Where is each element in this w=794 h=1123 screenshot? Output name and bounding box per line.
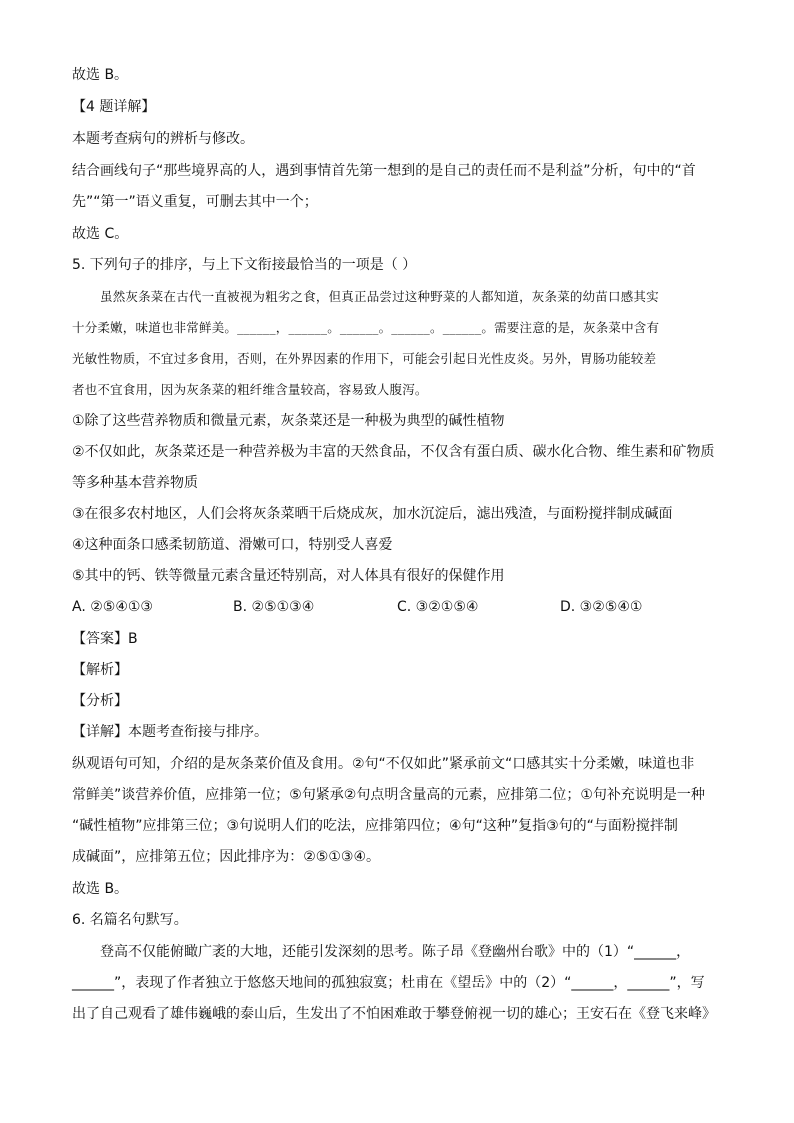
explanation-line: 成碱面”，应排第五位；因此排序为：②⑤①③④。 xyxy=(72,849,381,865)
text-line: 结合画线句子“那些境界高的人，遇到事情首先第一想到的是自己的责任而不是利益”分析，句中的“首 xyxy=(72,163,696,179)
passage-line: 光敏性物质，不宜过多食用，否则，在外界因素的作用下，可能会引起日光性皮炎。另外，胃肠功能较差 xyxy=(72,351,657,366)
q6-line: ______”，表现了作者独立于悠悠天地间的孤独寂寞；杜甫在《望岳》中的（2）“______，______”，写 xyxy=(72,975,705,991)
option-b: B. ②⑤①③④ xyxy=(233,599,315,615)
section-heading: 【4 题详解】 xyxy=(72,99,156,115)
text-line: 故选 C。 xyxy=(72,226,129,242)
explanation-line: “碱性植物”应排第三位；③句说明人们的吃法，应排第四位；④句“这种”复指③句的“与面粉搅拌制 xyxy=(72,818,678,834)
sentence-item-continued: 等多种基本营养物质 xyxy=(72,475,198,491)
sentence-item: ⑤其中的钙、铁等微量元素含量还特别高，对人体具有很好的保健作用 xyxy=(72,568,505,584)
q6-line: 出了自己观看了雄伟巍峨的泰山后，生发出了不怕困难敢于攀登俯视一切的雄心；王安石在《登飞来峰》 xyxy=(72,1006,716,1022)
sentence-item: ④这种面条口感柔韧筋道、滑嫩可口，特别受人喜爱 xyxy=(72,537,393,553)
sentence-item: ②不仅如此，灰条菜还是一种营养极为丰富的天然食品，不仅含有蛋白质、碳水化合物、维生素和矿物质 xyxy=(72,444,715,460)
answer-options xyxy=(72,596,722,618)
explanation-line: 纵观语句可知，介绍的是灰条菜价值及食用。②句“不仅如此”紧承前文“口感其实十分柔嫩，味道也非 xyxy=(72,756,695,772)
answer-label: 【答案】B xyxy=(72,631,138,647)
text-line: 故选 B。 xyxy=(72,67,129,83)
text-line: 故选 B。 xyxy=(72,881,129,897)
q6-line: 登高不仅能俯瞰广袤的大地，还能引发深刻的思考。陈子昂《登幽州台歌》中的（1）“______， xyxy=(100,944,691,960)
explanation-line: 常鲜美”谈营养价值，应排第一位；⑤句紧承②句点明含量高的元素，应排第二位；①句补充说明是一种 xyxy=(72,787,705,803)
passage-line: 虽然灰条菜在古代一直被视为粗劣之食，但真正品尝过这种野菜的人都知道，灰条菜的幼苗口感其实 xyxy=(100,289,659,304)
passage-line: 十分柔嫩，味道也非常鲜美。______，______。______。______。______。需要注意的是，灰条菜中含有 xyxy=(72,320,660,335)
option-d: D. ③②⑤④① xyxy=(560,599,643,615)
analysis-heading: 【解析】 xyxy=(72,662,128,678)
sentence-item: ③在很多农村地区，人们会将灰条菜晒干后烧成灰，加水沉淀后，滤出残渣，与面粉搅拌制成碱面 xyxy=(72,506,673,522)
analysis-subheading: 【分析】 xyxy=(72,693,128,709)
detail-heading: 【详解】本题考查衔接与排序。 xyxy=(72,724,268,740)
option-a: A. ②⑤④①③ xyxy=(72,599,153,615)
text-line: 先”“第一”语义重复，可删去其中一个； xyxy=(72,194,318,210)
text-line: 本题考查病句的辨析与修改。 xyxy=(72,131,254,147)
passage-line: 者也不宜食用，因为灰条菜的粗纤维含量较高，容易致人腹泻。 xyxy=(72,382,428,397)
option-c: C. ③②①⑤④ xyxy=(397,599,479,615)
question-stem: 5. 下列句子的排序，与上下文衔接最恰当的一项是（ ） xyxy=(72,257,417,273)
sentence-item: ①除了这些营养物质和微量元素，灰条菜还是一种极为典型的碱性植物 xyxy=(72,413,505,429)
question-stem: 6. 名篇名句默写。 xyxy=(72,912,188,928)
